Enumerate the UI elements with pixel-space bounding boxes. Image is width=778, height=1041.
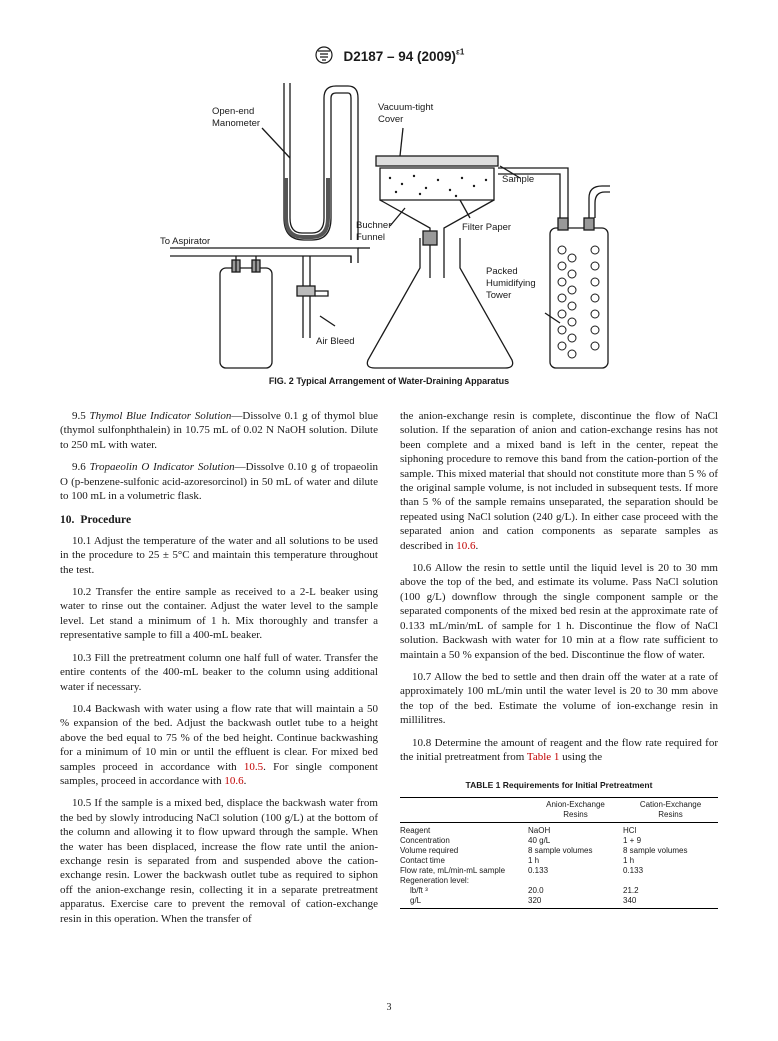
anion-cell: 1 h <box>528 855 540 865</box>
label-buchner: Buchner <box>356 220 392 231</box>
para-text: using the <box>559 750 603 763</box>
row-label: Contact time <box>400 855 445 865</box>
anion-cell: 0.133 <box>528 865 549 875</box>
label-open-end: Open-end <box>212 106 255 117</box>
anion-cell: NaOH <box>528 825 551 835</box>
section-number: 10. <box>60 514 75 527</box>
table-header-cation <box>623 797 718 822</box>
table-row <box>400 836 718 846</box>
right-column <box>400 409 718 909</box>
header-line: Resins <box>658 809 683 819</box>
link-10-6[interactable]: 10.6 <box>224 774 244 787</box>
cation-cell: 8 sample volumes <box>623 845 688 855</box>
apparatus-figure <box>140 68 640 378</box>
para-number: 9.6 <box>72 461 86 474</box>
table-row <box>400 896 718 909</box>
header-line: Resins <box>563 809 588 819</box>
cation-cell: 0.133 <box>623 865 644 875</box>
row-label: lb/ft ³ <box>410 885 428 895</box>
cation-cell: 340 <box>623 896 718 909</box>
link-table-1[interactable]: Table 1 <box>526 750 560 763</box>
left-column <box>60 409 378 934</box>
para-text: . For single component samples, proceed in accordance with <box>60 760 378 787</box>
table-row <box>400 846 718 856</box>
paragraph-10-6: 10.6 Allow the resin to settle until the liquid level is 20 to 30 mm above the top of the bed, and estimate its volume. Pass NaCl solution (100 g/L) downflow through the single component sample or the separated components of the mixed bed resin at the approximate rate of 0.133 mL/min/mL of sample for 1 h. Discontinue the flow of NaCl solution. Backwash with water for 10 min at a flow rate sufficient to maintain a 50 % expansion of the bed. Discontinue the flow of water. <box>400 562 718 661</box>
table-row <box>400 822 718 836</box>
para-text: —Dissolve 0.1 g of thymol blue (thymol sulfonphthalein) in 10.75 mL of 0.02 N NaOH solution. Dilute to 250 mL with water. <box>60 410 378 451</box>
para-text: . <box>243 774 247 787</box>
label-vacuum-tight: Vacuum-tight <box>378 102 434 113</box>
link-10-6[interactable]: 10.6 <box>456 539 476 552</box>
row-label: Regeneration level: <box>400 875 469 885</box>
paragraph-10-3: 10.3 Fill the pretreatment column one half full of water. Transfer the entire contents of the 400-mL beaker to the column using additional water if necessary. <box>60 651 378 693</box>
table-header-blank <box>400 797 528 822</box>
cation-cell <box>623 876 718 886</box>
label-cover: Cover <box>378 114 404 125</box>
paragraph-10-5: 10.5 If the sample is a mixed bed, displace the backwash water from the bed by slowly introducing NaCl solution (100 g/L) at the bottom of the column and allowing it to flow upward through the sample. When the water has been displaced, increase the flow rate until the anion-exchange resin is separated from and suspended above the cation-exchange resin. Lower the backwash outlet tube as required to siphon off the anion-exchange resin, collecting it in a separate pretreatment apparatus. Exercise care to prevent the removal of cation-exchange resin in this operation. When the transfer of <box>60 797 378 925</box>
cation-cell: 1 + 9 <box>623 835 642 845</box>
label-funnel: Funnel <box>356 232 386 243</box>
paragraph-10-1: 10.1 Adjust the temperature of the water and all solutions to be used in the procedure to 25 ± 5°C and maintain this temperature throughout the test. <box>60 534 378 576</box>
table-row <box>400 866 718 876</box>
header-line: Anion-Exchange <box>546 799 605 809</box>
table-header-anion <box>528 797 623 822</box>
row-label: Volume required <box>400 845 459 855</box>
epsilon-superscript: ε1 <box>456 47 465 57</box>
anion-cell: 320 <box>528 896 623 909</box>
anion-cell: 8 sample volumes <box>528 845 593 855</box>
para-text: —Dissolve 0.10 g of tropaeolin O (p-benzene-sulfonic acid-azoresorcinol) in 50 mL of water and dilute to 100 mL in a volumetric flask. <box>60 461 379 503</box>
label-packed: Packed <box>486 266 518 277</box>
table-row <box>400 886 718 896</box>
anion-cell <box>528 876 623 886</box>
designation: D2187 – 94 (2009) <box>343 49 457 64</box>
label-sample: Sample <box>502 174 535 185</box>
para-text: . <box>475 539 479 552</box>
page-number: 3 <box>386 1002 392 1013</box>
row-label: Concentration <box>400 835 450 845</box>
label-humidifying: Humidifying <box>486 278 536 289</box>
table-row <box>400 856 718 866</box>
requirements-table <box>400 797 718 909</box>
paragraph-10-4 <box>60 702 378 788</box>
link-10-5[interactable]: 10.5 <box>243 760 264 773</box>
para-title: Tropaeolin O Indicator Solution <box>89 461 235 474</box>
label-to-aspirator: To Aspirator <box>160 236 211 247</box>
anion-cell: 40 g/L <box>528 835 551 845</box>
section-heading <box>60 513 378 527</box>
paragraph-9-5 <box>60 409 378 452</box>
paragraph-9-6 <box>60 460 378 503</box>
para-text: 10.8 Determine the amount of reagent and the flow rate required for the initial pretreatment from <box>400 736 718 763</box>
paragraph-10-2: 10.2 Transfer the entire sample as received to a 2-L beaker using water to rinse out the container. Adjust the water level to the sample level. Let stand a minimum of 1 h. Mix thoroughly and transfer a representative sample to fill a 400-mL beaker. <box>60 586 378 642</box>
para-title: Thymol Blue Indicator Solution <box>89 410 232 422</box>
row-label: g/L <box>400 896 528 909</box>
document-header <box>0 46 778 67</box>
apparatus-diagram <box>140 68 640 378</box>
section-title: Procedure <box>80 514 132 527</box>
figure-caption: FIG. 2 Typical Arrangement of Water-Draining Apparatus <box>268 376 510 386</box>
label-air-bleed: Air Bleed <box>316 336 355 347</box>
row-label: Flow rate, mL/min-mL sample <box>400 865 506 875</box>
paragraph-10-5-cont <box>400 409 718 553</box>
cation-cell: HCl <box>623 825 637 835</box>
cation-cell: 1 h <box>623 855 635 865</box>
cation-cell: 21.2 <box>623 885 639 895</box>
para-text: the anion-exchange resin is complete, discontinue the flow of NaCl solution. If the separation of anion and cation-exchange resins has not been complete and a mixed band is left in the center, repeat the siphoning procedure to remove this band from the cation-portion of the sample. This mixed material that should not constitute more than 5 % of the original sample volume, is not included in subsequent tests. If more than 5 % of the sample remains unseparated, the separation should be repeated using NaCl solution (240 g/L). In either case proceed with the separated anion and cation components as separate samples as described in <box>400 410 718 552</box>
table-caption: TABLE 1 Requirements for Initial Pretreatment <box>465 780 653 791</box>
anion-cell: 20.0 <box>528 885 544 895</box>
para-number: 9.5 <box>72 410 86 422</box>
row-label: Reagent <box>400 825 431 835</box>
astm-logo-icon <box>314 46 334 67</box>
table-row <box>400 876 718 886</box>
para-text: 10.4 Backwash with water using a flow rate that will maintain a 50 % expansion of the bed. Adjust the backwash outlet tube to a height above the bed equal to 75 % of the bed height. Continue backwashing for a minimum of 10 min or until the effluent is clear. For mixed bed samples proceed in accordance with <box>60 702 378 773</box>
label-filter-paper: Filter Paper <box>462 222 512 233</box>
paragraph-10-8 <box>400 736 718 765</box>
header-line: Cation-Exchange <box>639 799 702 809</box>
label-manometer: Manometer <box>212 118 261 129</box>
label-tower: Tower <box>486 290 512 301</box>
paragraph-10-7: 10.7 Allow the bed to settle and then drain off the water at a rate of approximately 100 mL/min until the water level is 20 to 30 mm above the top of the bed. Estimate the volume of ion-exchange resin in millilitres. <box>400 670 718 727</box>
